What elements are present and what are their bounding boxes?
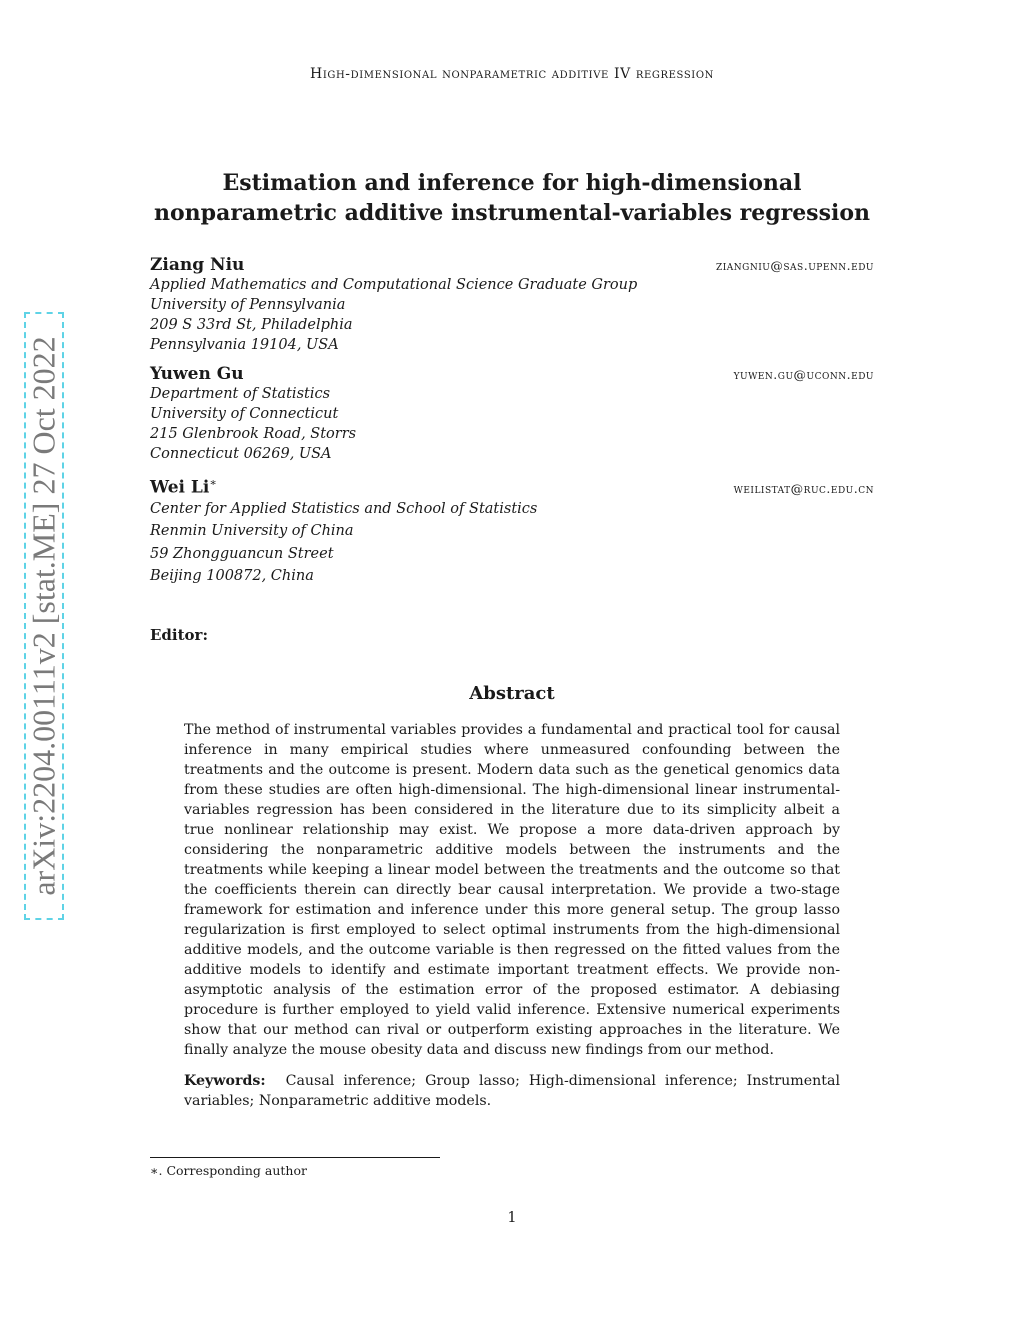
- affiliation-line: University of Pennsylvania: [150, 297, 346, 313]
- affiliation-line: Pennsylvania 19104, USA: [150, 337, 339, 353]
- affiliation-line: Renmin University of China: [150, 523, 354, 540]
- author-email[interactable]: ziangniu@sas.upenn.edu: [716, 258, 874, 273]
- affiliation-line: 209 S 33rd St, Philadelphia: [150, 317, 353, 333]
- author-block-2: [150, 364, 874, 464]
- author-block-1: [150, 255, 874, 355]
- author-email[interactable]: weilistat@ruc.edu.cn: [733, 480, 874, 496]
- footnote-rule: [150, 1157, 440, 1158]
- author-name: [150, 476, 217, 498]
- affiliation-line: Department of Statistics: [150, 386, 331, 402]
- abstract-heading: Abstract: [469, 683, 555, 704]
- abstract-body: The method of instrumental variables provides a fundamental and practical tool for causal inference in many empirical studies where unmeasured confounding between the treatments and the outcome is present. Modern data such as the genetical genomics data from these studies are often high-dimensional. The high-dimensional linear instrumental-variables regression has been considered in the literature due to its simplicity albeit a true nonlinear relationship may exist. We propose a more data-driven approach by considering the nonparametric additive models between the instruments and the treatments while keeping a linear model between the treatments and the outcome so that the coefficients therein can directly bear causal interpretation. We provide a two-stage framework for estimation and inference under this more general setup. The group lasso regularization is first employed to select optimal instruments from the high-dimensional additive models, and the outcome variable is then regressed on the fitted values from the additive models to identify and estimate important treatment effects. We provide non-asymptotic analysis of the estimation error of the proposed estimator. A debiasing procedure is further employed to yield valid inference. Extensive numerical experiments show that our method can rival or outperform existing approaches in the literature. We finally analyze the mouse obesity data and discuss new findings from our method.: [184, 722, 840, 1058]
- page-number: 1: [507, 1210, 517, 1226]
- arxiv-stamp-text: arXiv:2204.00111v2 [stat.ME] 27 Oct 2022: [25, 336, 62, 896]
- affiliation-line: Center for Applied Statistics and School of Statistics: [150, 500, 538, 517]
- affiliation-line: 215 Glenbrook Road, Storrs: [150, 426, 357, 442]
- author-name: Ziang Niu: [150, 255, 245, 275]
- affiliation-line: University of Connecticut: [150, 406, 339, 422]
- footnote: ∗. Corresponding author: [150, 1163, 307, 1178]
- keywords: [184, 1071, 840, 1111]
- title-line-1: Estimation and inference for high-dimensional: [222, 170, 802, 196]
- keywords-label: Keywords:: [184, 1073, 266, 1089]
- arxiv-stamp: [24, 312, 64, 920]
- author-name: Yuwen Gu: [150, 364, 244, 384]
- author-email[interactable]: yuwen.gu@uconn.edu: [733, 367, 874, 382]
- affiliation-line: Beijing 100872, China: [150, 568, 314, 585]
- affiliation-line: Connecticut 06269, USA: [150, 446, 332, 462]
- author-name-text: Wei Li: [150, 477, 210, 498]
- running-head: High-dimensional nonparametric additive IV regression: [310, 66, 714, 82]
- author-block-3: [150, 476, 874, 588]
- affiliation-line: Applied Mathematics and Computational Science Graduate Group: [150, 277, 638, 293]
- author-footnote-mark: ∗: [209, 476, 217, 489]
- paper-title: [0, 168, 1024, 228]
- affiliation-line: 59 Zhongguancun Street: [150, 545, 334, 562]
- editor-label: Editor:: [150, 626, 208, 644]
- title-line-2: nonparametric additive instrumental-variables regression: [154, 200, 870, 226]
- keywords-text: Causal inference; Group lasso; High-dimensional inference; Instrumental variables; Nonparametric additive models.: [184, 1073, 840, 1109]
